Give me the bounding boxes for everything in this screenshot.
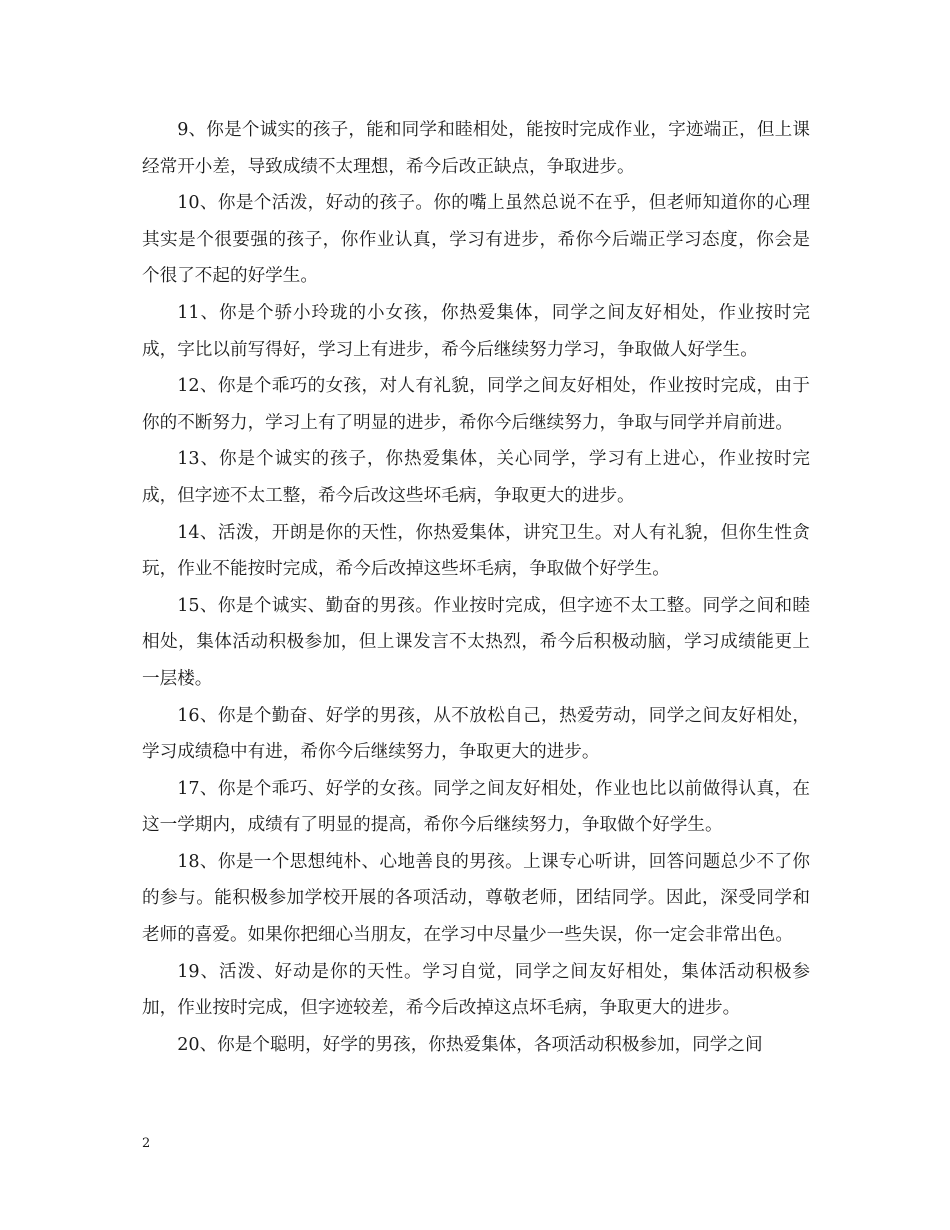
comment-paragraph-18: 18、你是一个思想纯朴、心地善良的男孩。上课专心听讲，回答问题总少不了你的参与。能积极参加学校开展的各项活动，尊敬老师，团结同学。因此，深受同学和老师的喜爱。如果你把细心当朋友，在学习中尽量少一些失误，你一定会非常出色。: [142, 851, 810, 946]
comment-paragraph-17: 17、你是个乖巧、好学的女孩。同学之间友好相处，作业也比以前做得认真，在这一学期内，成绩有了明显的提高，希你今后继续努力，争取做个好学生。: [142, 778, 810, 836]
comment-paragraph-20: 20、你是个聪明，好学的男孩，你热爱集体，各项活动积极参加，同学之间: [177, 1034, 763, 1055]
comment-paragraph-10: 10、你是个活泼，好动的孩子。你的嘴上虽然总说不在乎，但老师知道你的心理其实是个很要强的孩子，你作业认真，学习有进步，希你今后端正学习态度，你会是个很了不起的好学生。: [142, 193, 810, 287]
comment-paragraph-15: 15、你是个诚实、勤奋的男孩。作业按时完成，但字迹不太工整。同学之间和睦相处，集体活动积极参加，但上课发言不太热烈，希今后积极动脑，学习成绩能更上一层楼。: [142, 595, 810, 689]
comment-paragraph-12: 12、你是个乖巧的女孩，对人有礼貌，同学之间友好相处，作业按时完成，由于你的不断努力，学习上有了明显的进步，希你今后继续努力，争取与同学并肩前进。: [142, 376, 810, 433]
document-body: [142, 112, 810, 1063]
page-number: 2: [142, 1136, 151, 1151]
comment-paragraph-16: 16、你是个勤奋、好学的男孩，从不放松自己，热爱劳动，同学之间友好相处，学习成绩稳中有进，希你今后继续努力，争取更大的进步。: [142, 705, 810, 763]
comment-paragraph-14: 14、活泼，开朗是你的天性，你热爱集体，讲究卫生。对人有礼貌，但你生性贪玩，作业不能按时完成，希今后改掉这些坏毛病，争取做个好学生。: [142, 522, 810, 580]
comment-paragraph-9: 9、你是个诚实的孩子，能和同学和睦相处，能按时完成作业，字迹端正，但上课经常开小差，导致成绩不太理想，希今后改正缺点，争取进步。: [142, 120, 810, 177]
comment-paragraph-13: 13、你是个诚实的孩子，你热爱集体，关心同学，学习有上进心，作业按时完成，但字迹不太工整，希今后改这些坏毛病，争取更大的进步。: [142, 449, 810, 506]
comment-paragraph-11: 11、你是个骄小玲珑的小女孩，你热爱集体，同学之间友好相处，作业按时完成，字比以前写得好，学习上有进步，希今后继续努力学习，争取做人好学生。: [142, 302, 810, 360]
comment-paragraph-19: 19、活泼、好动是你的天性。学习自觉，同学之间友好相处，集体活动积极参加，作业按时完成，但字迹较差，希今后改掉这点坏毛病，争取更大的进步。: [142, 961, 810, 1019]
